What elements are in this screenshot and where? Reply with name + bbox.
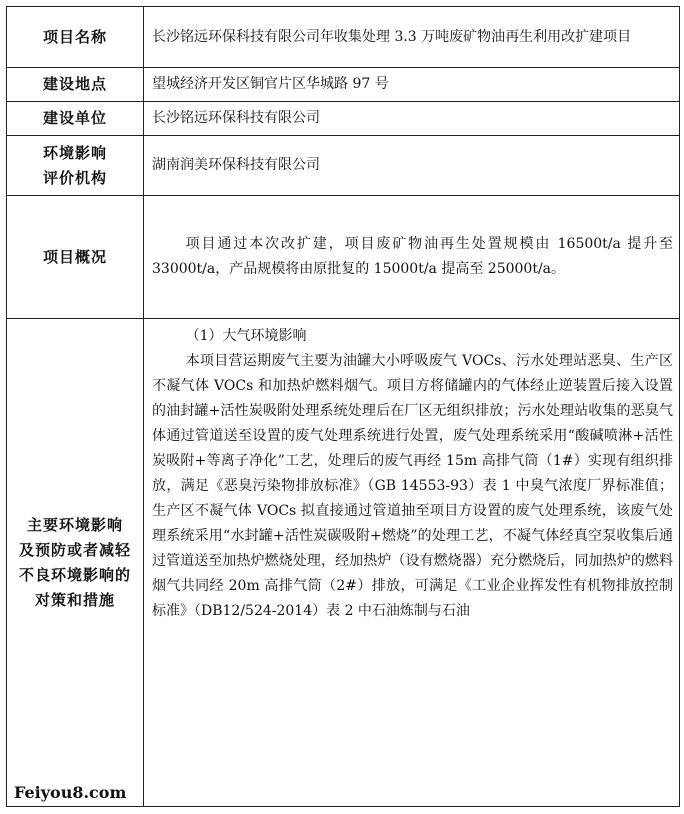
label-measures-line2: 及预防或者减轻 [18, 540, 131, 559]
project-info-table [6, 6, 680, 807]
value-builder: 长沙铭远环保科技有限公司 [144, 102, 680, 136]
value-measures [144, 319, 680, 807]
watermark-text: Feiyou8.com [14, 783, 127, 802]
label-measures-line3: 不良环境影响的 [18, 565, 131, 584]
value-location: 望城经济开发区铜官片区华城路 97 号 [144, 68, 680, 102]
value-eia-agency: 湖南润美环保科技有限公司 [144, 136, 680, 196]
label-builder: 建设单位 [7, 102, 144, 136]
row-location [7, 68, 680, 102]
row-overview [7, 196, 680, 319]
value-project-name: 长沙铭远环保科技有限公司年收集处理 3.3 万吨废矿物油再生利用改扩建项目 [144, 7, 680, 68]
label-measures-line1: 主要环境影响 [26, 515, 123, 534]
row-builder [7, 102, 680, 136]
value-overview: 项目通过本次改扩建，项目废矿物油再生处置规模由 16500t/a 提升至 33000t/a，产品规模将由原批复的 15000t/a 提高至 25000t/a。 [144, 196, 680, 319]
label-measures [7, 319, 144, 807]
label-location: 建设地点 [7, 68, 144, 102]
label-eia-agency [7, 136, 144, 196]
section-heading-air: （1）大气环境影响 [185, 328, 307, 344]
label-eia-agency-line2: 评价机构 [42, 168, 107, 187]
label-overview: 项目概况 [7, 196, 144, 319]
row-project-name [7, 7, 680, 68]
label-project-name: 项目名称 [7, 7, 144, 68]
section-paragraph-air: 本项目营运期废气主要为油罐大小呼吸废气 VOCs、污水处理站恶臭、生产区不凝气体 VOCs 和加热炉燃料烟气。项目方将储罐内的气体经止逆装置后接入设置的油封罐+活性炭吸附处理系统处理后在厂区无组织排放；污水处理站收集的恶臭气体通过管道送至设置的废气处理系统进行处置，废气处理系统采用“酸碱喷淋+活性炭吸附+等离子净化”工艺，处理后的废气再经 15m 高排气筒（1#）实现有组织排放，满足《恶臭污染物排放标准》（GB 14553-93）表 1 中臭气浓度厂界标准值；生产区不凝气体 VOCs 拟直接通过管道抽至项目方设置的废气处理系统，该废气处理系统采用“水封罐+活性炭碳吸附+燃烧”的处理工艺，不凝气体经真空泵收集后通过管道送至加热炉燃烧处理，经加热炉（设有燃烧器）充分燃烧后，同加热炉的燃料烟气共同经 20m 高排气筒（2#）排放，可满足《工业企业挥发性有机物排放控制标准》（DB12/524-2014）表 2 中石油炼制与石油 [152, 353, 673, 619]
label-eia-agency-line1: 环境影响 [42, 143, 107, 162]
label-measures-line4: 对策和措施 [34, 590, 115, 609]
row-eia-agency [7, 136, 680, 196]
row-measures [7, 319, 680, 807]
